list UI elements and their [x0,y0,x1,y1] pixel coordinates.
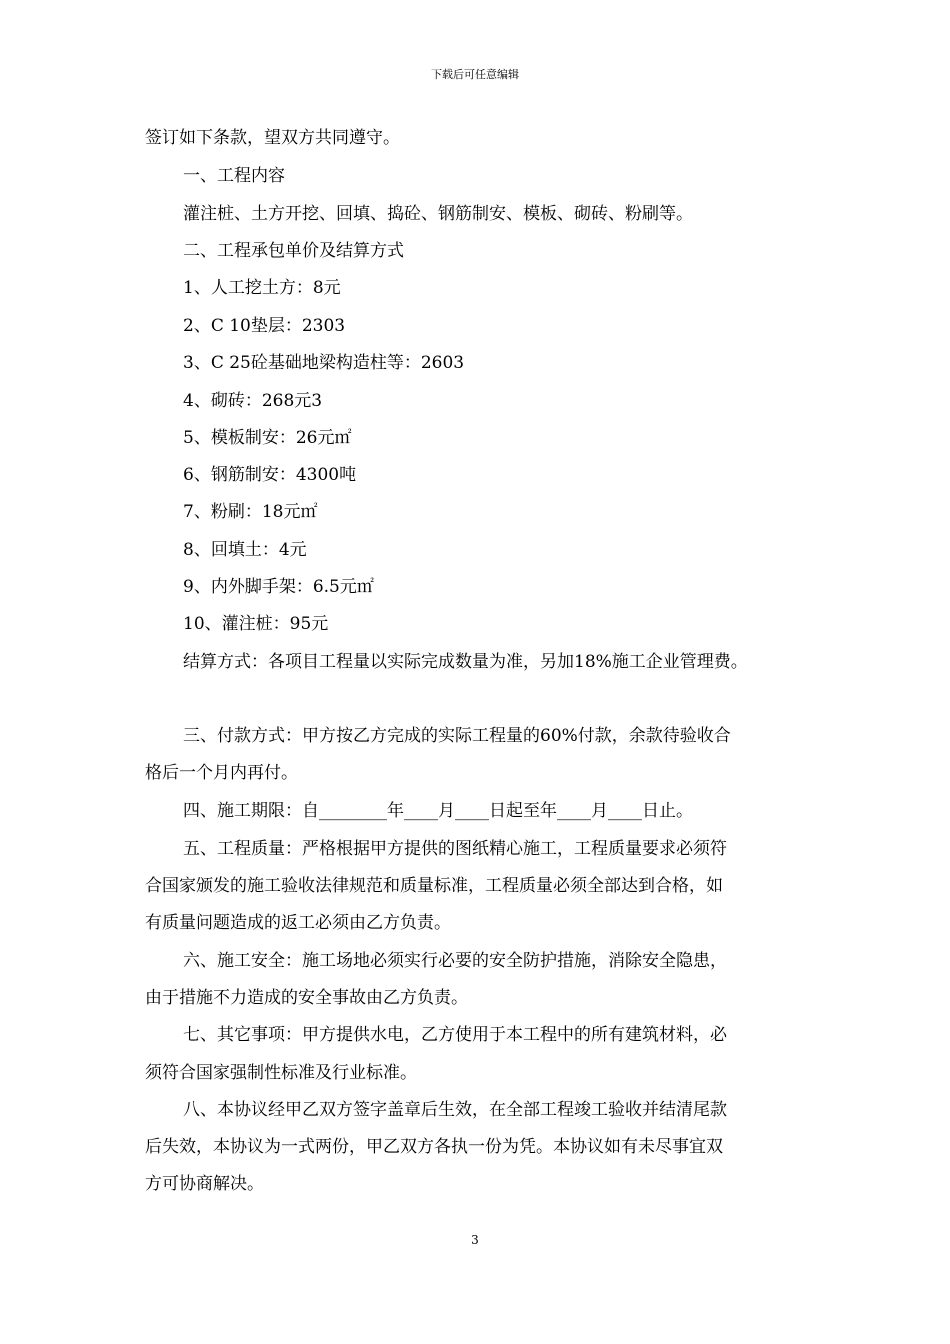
text-line: 灌注桩、土方开挖、回填、捣砼、钢筋制安、模板、砌砖、粉刷等。 [183,204,693,224]
text-line: 结算方式：各项目工程量以实际完成数量为准，另加18%施工企业管理费。 [183,652,748,672]
list-item: 3、C 25砼基础地梁构造柱等：2603 [183,353,465,373]
text-line: 八、本协议经甲乙双方签字盖章后生效，在全部工程竣工验收并结清尾款 [183,1100,727,1120]
text-line: 须符合国家强制性标准及行业标准。 [145,1063,417,1083]
text-line: 四、施工期限：自________年____月____日起至年____月____日止。 [183,801,693,821]
list-item: 4、砌砖：268元3 [183,391,323,411]
text-line: 三、付款方式：甲方按乙方完成的实际工程量的60%付款，余款待验收合 [183,726,731,746]
text-line: 签订如下条款，望双方共同遵守。 [145,128,400,148]
list-item: 10、灌注桩：95元 [183,614,329,634]
text-line: 方可协商解决。 [145,1174,264,1194]
text-line: 七、其它事项：甲方提供水电，乙方使用于本工程中的所有建筑材料，必 [183,1025,727,1045]
text-line: 合国家颁发的施工验收法律规范和质量标准，工程质量必须全部达到合格，如 [145,876,723,896]
list-item: 7、粉刷：18元㎡ [183,502,318,522]
header-note: 下载后可任意编辑 [431,68,519,81]
list-item: 6、钢筋制安：4300吨 [183,465,357,485]
section-heading: 一、工程内容 [183,166,285,186]
text-line: 六、施工安全：施工场地必须实行必要的安全防护措施，消除安全隐患， [183,951,727,971]
list-item: 9、内外脚手架：6.5元㎡ [183,577,374,597]
page-number: 3 [471,1233,479,1247]
text-line: 五、工程质量：严格根据甲方提供的图纸精心施工，工程质量要求必须符 [183,839,727,859]
section-heading: 二、工程承包单价及结算方式 [183,241,404,261]
list-item: 2、C 10垫层：2303 [183,316,346,336]
text-line: 由于措施不力造成的安全事故由乙方负责。 [145,988,468,1008]
list-item: 5、模板制安：26元㎡ [183,428,352,448]
text-line: 有质量问题造成的返工必须由乙方负责。 [145,913,451,933]
text-line: 后失效，本协议为一式两份，甲乙双方各执一份为凭。本协议如有未尽事宜双 [145,1137,723,1157]
list-item: 1、人工挖土方：8元 [183,278,341,298]
list-item: 8、回填土：4元 [183,540,307,560]
text-line: 格后一个月内再付。 [145,763,298,783]
